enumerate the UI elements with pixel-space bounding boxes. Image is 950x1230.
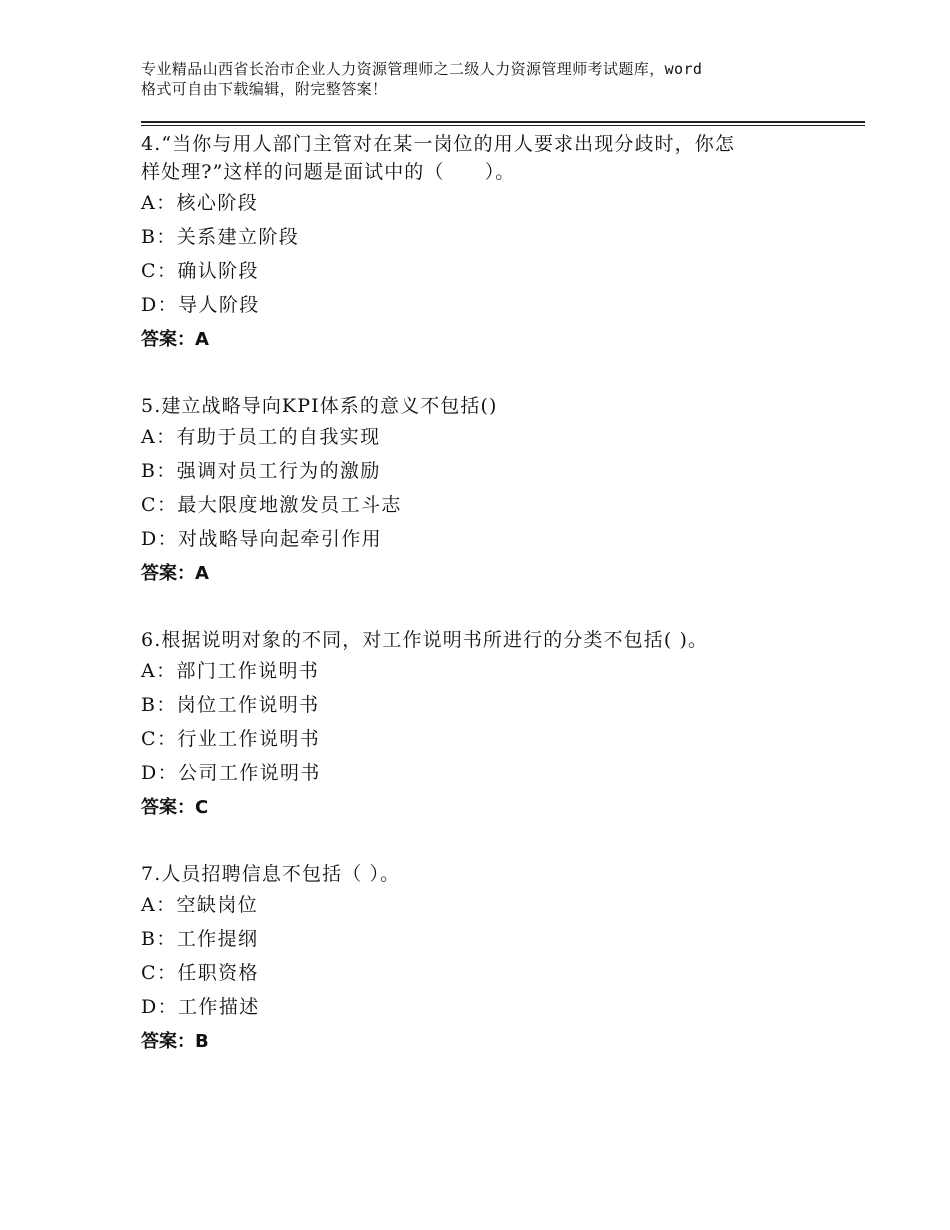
option-b: B：岗位工作说明书 [141, 694, 320, 716]
question-4 [141, 128, 841, 358]
answer: 答案：B [141, 1031, 209, 1052]
question-list [141, 128, 841, 1060]
question-stem: 5.建立战略导向KPI体系的意义不包括() [141, 395, 498, 417]
option-c: C：任职资格 [141, 962, 259, 984]
document-header [141, 59, 831, 99]
header-rule-thin [141, 125, 865, 126]
option-d: D：导人阶段 [141, 294, 260, 316]
question-7 [141, 860, 841, 1060]
question-stem: 样处理?”这样的问题是面试中的（ ）。 [141, 161, 516, 183]
option-b: B：强调对员工行为的激励 [141, 460, 381, 482]
option-b: B：关系建立阶段 [141, 226, 300, 248]
header-line-1: 专业精品山西省长治市企业人力资源管理师之二级人力资源管理师考试题库，word [141, 60, 703, 78]
question-stem: 4.“当你与用人部门主管对在某一岗位的用人要求出现分歧时，你怎 [141, 133, 735, 155]
question-stem: 7.人员招聘信息不包括（ ）。 [141, 863, 401, 885]
answer: 答案：A [141, 563, 209, 584]
option-c: C：行业工作说明书 [141, 728, 321, 750]
option-a: A：核心阶段 [141, 192, 259, 214]
header-rule-thick [141, 121, 865, 123]
question-5 [141, 392, 841, 592]
option-a: A：部门工作说明书 [141, 660, 320, 682]
option-a: A：有助于员工的自我实现 [141, 426, 381, 448]
option-d: D：工作描述 [141, 996, 260, 1018]
option-d: D：对战略导向起牵引作用 [141, 528, 383, 550]
header-line-2: 格式可自由下载编辑，附完整答案！ [141, 80, 388, 98]
question-6 [141, 626, 841, 826]
option-d: D：公司工作说明书 [141, 762, 321, 784]
option-b: B：工作提纲 [141, 928, 259, 950]
option-c: C：最大限度地激发员工斗志 [141, 494, 402, 516]
option-a: A：空缺岗位 [141, 894, 259, 916]
answer: 答案：C [141, 797, 209, 818]
option-c: C：确认阶段 [141, 260, 259, 282]
question-stem: 6.根据说明对象的不同，对工作说明书所进行的分类不包括( )。 [141, 629, 709, 651]
answer: 答案：A [141, 329, 209, 350]
